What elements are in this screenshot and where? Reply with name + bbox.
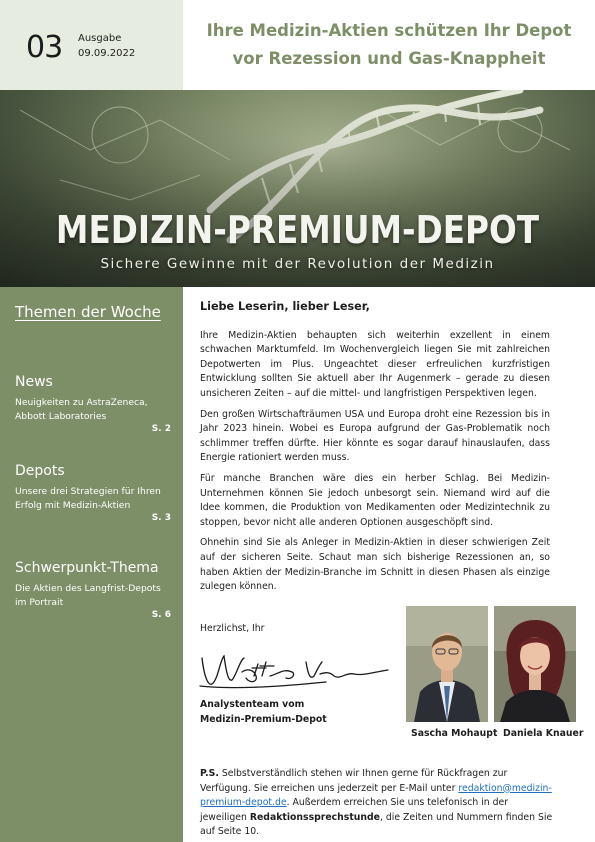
topic-news[interactable]: [15, 374, 171, 434]
portrait-man-image: [406, 606, 488, 722]
topic-title: News: [15, 374, 53, 390]
author-name: Sascha Mohaupt: [411, 728, 498, 739]
letter-paragraph: Den großen Wirtschafträumen USA und Europa droht eine Rezession bis in Jahr 2023 hinein. Wobei es Europa aufgrund der Gas-Problematik noch schlimmer treffen dürfte. Hier könnte es sogar darauf hinauslaufen, dass Energie rationiert werden muss.: [200, 408, 550, 464]
letter-body: [200, 300, 550, 601]
issue-label: [78, 31, 135, 61]
issue-number: 03: [26, 30, 63, 65]
banner-subtitle: Sichere Gewinne mit der Revolution der Medizin: [100, 256, 495, 272]
topic-text: Neuigkeiten zu AstraZeneca, Abbott Laboratories: [15, 397, 148, 422]
letter-greeting: Liebe Leserin, lieber Leser,: [200, 300, 370, 313]
team-line-2: Medizin-Premium-Depot: [200, 714, 327, 725]
issue-box: [0, 0, 183, 90]
email-link[interactable]: redaktion@medizin-premium-depot.de: [200, 782, 552, 809]
topic-page: S. 6: [151, 610, 171, 620]
postscript: [200, 767, 555, 840]
topic-schwerpunkt[interactable]: [15, 560, 171, 620]
issue-label-text: Ausgabe: [78, 33, 122, 44]
author-photo-sascha: [406, 606, 488, 722]
issue-date: 09.09.2022: [78, 48, 136, 59]
author-name: Daniela Knauer: [503, 728, 584, 739]
letter-paragraph: Ohnehin sind Sie als Anleger in Medizin-Aktien in dieser schwierigen Zeit auf der sicheren Seite. Schaut man sich bisherige Rezessionen an, so haben Aktien der Medizin-Branche im Schnitt in diesen Phasen als einzige zulegen können.: [200, 537, 550, 593]
topic-page: S. 3: [151, 513, 171, 523]
ps-text-3: , die Zeiten und Nummern finden Sie auf Seite 10.: [200, 811, 553, 838]
topic-title: Schwerpunkt-Thema: [15, 560, 159, 576]
letter-paragraph: Für manche Branchen wäre dies ein herber Schlag. Bei Medizin-Unternehmen können Sie jedoch unbesorgt sein. Niemand wird auf die Idee kommen, die Produktion von Medikamenten oder Medizintechnik zu stoppen, bevor nicht alle anderen Optionen ausgeschöpft sind.: [200, 472, 550, 528]
topic-text: Unsere drei Strategien für Ihren Erfolg mit Medizin-Aktien: [15, 486, 161, 511]
signature-team: [200, 697, 327, 727]
topic-title: Depots: [15, 463, 65, 479]
topic-page: S. 2: [151, 424, 171, 434]
topic-text: Die Aktien des Langfrist-Depots im Portrait: [15, 583, 161, 608]
page-headline: Ihre Medizin-Aktien schützen Ihr Depot vor Rezession und Gas-Knappheit: [206, 21, 572, 68]
letter-paragraph: Ihre Medizin-Aktien behaupten sich weiterhin exzellent in einem schwachen Marktumfeld. Im Wochenvergleich liegen Sie mit zahlreichen Depotwerten im Plus. Ungeachtet dieser erfreulichen kurzfristigen Entwicklung sollten Sie aktuell aber Ihr Augenmerk – gerade zu diesen unsicheren Zeiten – auf die mittel- und langfristigen Perspektiven legen.: [200, 329, 550, 399]
portrait-woman-image: [494, 606, 576, 722]
letter-closing: Herzlichst, Ihr: [200, 623, 265, 634]
banner-title: MEDIZIN-PREMIUM-DEPOT: [55, 208, 540, 252]
team-line-1: Analystenteam vom: [200, 699, 305, 710]
topic-depots[interactable]: [15, 463, 171, 523]
handwritten-signature: [196, 646, 396, 694]
ps-bold: Redaktionssprechstunde: [249, 811, 380, 823]
topics-heading: Themen der Woche: [15, 303, 161, 321]
ps-label: P.S.: [200, 768, 219, 779]
headline-box: [183, 0, 595, 90]
ps-text-1: Selbstverständlich stehen wir Ihnen gerne für Rückfragen zur Verfügung. Sie erreichen uns jederzeit per E-Mail unter: [200, 768, 508, 794]
ps-text-2: . Außerdem erreichen Sie uns telefonisch in der jeweiligen: [200, 797, 509, 823]
banner: [0, 90, 595, 287]
author-photo-daniela: [494, 606, 576, 722]
